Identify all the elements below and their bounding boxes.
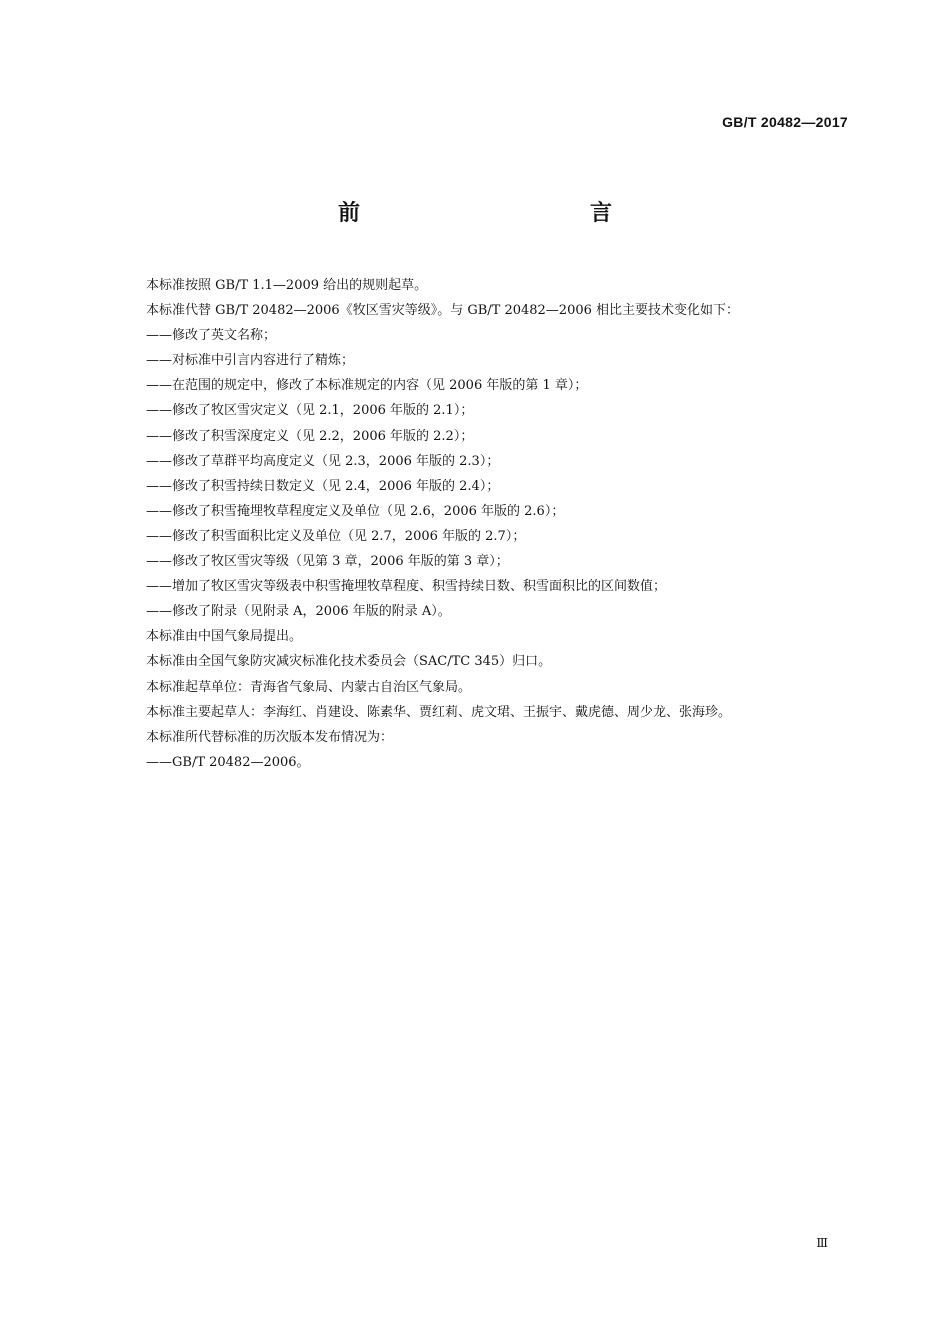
- paragraph: 本标准起草单位：青海省气象局、内蒙古自治区气象局。: [146, 679, 472, 695]
- paragraph: 本标准由中国气象局提出。: [146, 629, 303, 645]
- paragraph: 本标准由全国气象防灾减灾标准化技术委员会（SAC/TC 345）归口。: [146, 654, 552, 670]
- list-item: ——修改了附录（见附录 A，2006 年版的附录 A）。: [146, 604, 451, 620]
- page-title: 前 言: [337, 201, 674, 226]
- list-item: ——GB/T 20482—2006。: [146, 754, 310, 770]
- list-item: ——修改了积雪面积比定义及单位（见 2.7，2006 年版的 2.7）；: [146, 528, 526, 544]
- paragraph: 本标准按照 GB/T 1.1—2009 给出的规则起草。: [146, 278, 428, 293]
- list-item: ——修改了牧区雪灾定义（见 2.1，2006 年版的 2.1）；: [146, 403, 474, 419]
- foreword-body: [146, 273, 866, 775]
- list-item: ——修改了草群平均高度定义（见 2.3，2006 年版的 2.3）；: [146, 453, 500, 469]
- list-item: ——修改了积雪掩埋牧草程度定义及单位（见 2.6，2006 年版的 2.6）；: [146, 503, 565, 519]
- list-item: ——修改了牧区雪灾等级（见第 3 章，2006 年版的第 3 章）；: [146, 554, 509, 570]
- list-item: ——在范围的规定中，修改了本标准规定的内容（见 2006 年版的第 1 章）；: [146, 378, 588, 394]
- list-item: ——修改了英文名称；: [146, 328, 277, 344]
- paragraph: 本标准主要起草人：李海红、肖建设、陈素华、贾红莉、虎文珺、王振宇、戴虎德、周少龙、张海珍。: [146, 704, 732, 720]
- list-item: ——对标准中引言内容进行了精炼；: [146, 353, 355, 369]
- page-number: Ⅲ: [816, 1236, 828, 1250]
- list-item: ——增加了牧区雪灾等级表中积雪掩埋牧草程度、积雪持续日数、积雪面积比的区间数值；: [146, 579, 667, 595]
- list-item: ——修改了积雪深度定义（见 2.2，2006 年版的 2.2）；: [146, 428, 474, 444]
- paragraph: 本标准所代替标准的历次版本发布情况为：: [146, 729, 394, 745]
- standard-code: GB/T 20482—2017: [722, 114, 848, 130]
- list-item: ——修改了积雪持续日数定义（见 2.4，2006 年版的 2.4）；: [146, 478, 500, 494]
- paragraph: 本标准代替 GB/T 20482—2006《牧区雪灾等级》。与 GB/T 20482—2006 相比主要技术变化如下：: [146, 303, 740, 319]
